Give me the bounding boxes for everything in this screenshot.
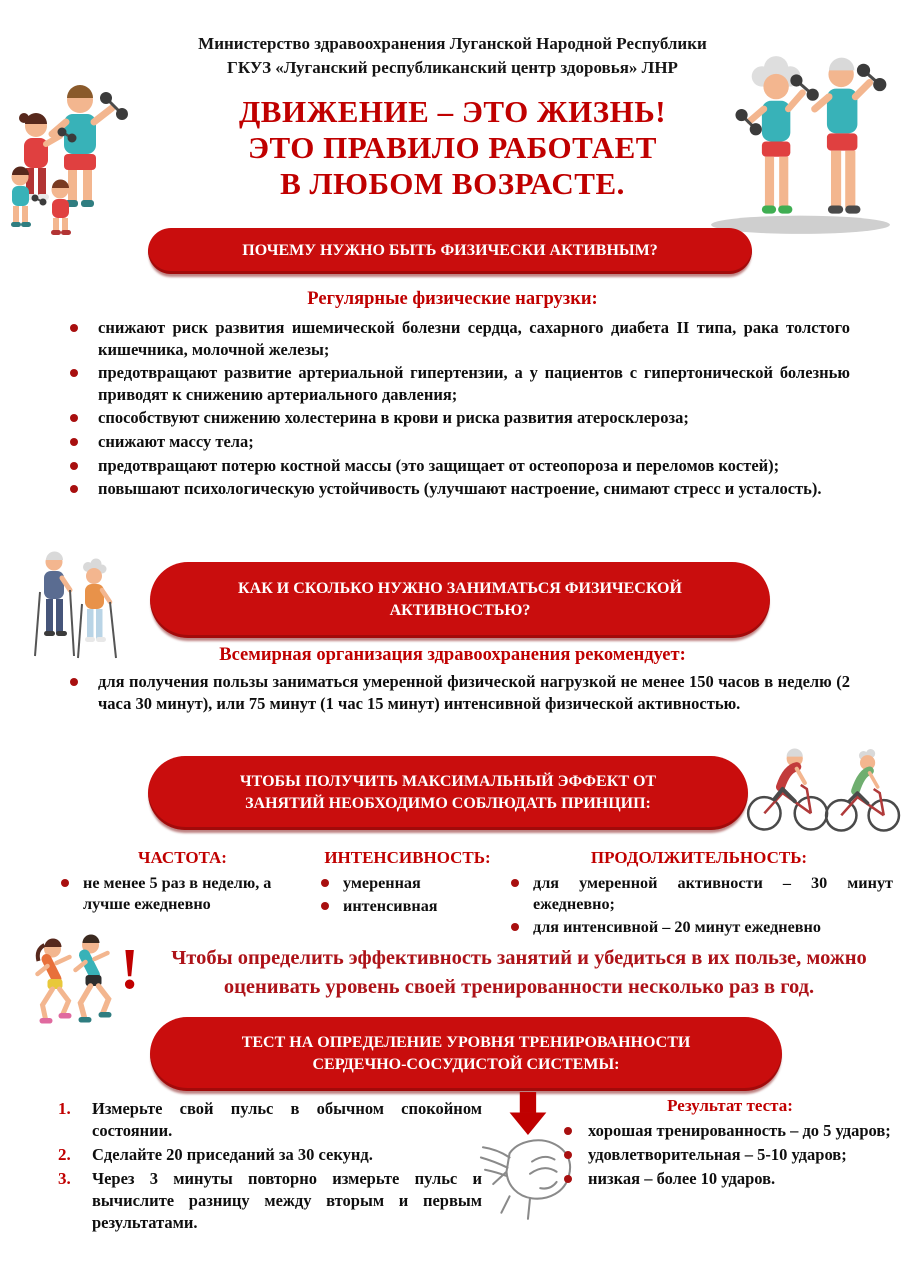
why-subtitle: Регулярные физические нагрузки: — [307, 289, 598, 309]
list-item — [558, 1144, 902, 1166]
note-text: Чтобы определить эффективность занятий и убедиться в их пользе, можно оценивать уровень своей тренированности несколько раз в год. — [171, 947, 867, 998]
list-item-text: снижают риск развития ишемической болезни сердца, сахарного диабета II типа, рака толстого кишечника, молочной железы; — [98, 318, 850, 359]
column-title: ЧАСТОТА: — [138, 848, 227, 867]
list-item-text: удовлетворительная – 5-10 ударов; — [588, 1145, 847, 1164]
title-line-1: ДВИЖЕНИЕ – ЭТО ЖИЗНЬ! — [238, 94, 667, 129]
step-number: 3. — [58, 1169, 71, 1188]
bullet-dot-icon — [70, 462, 78, 470]
list-item — [62, 431, 850, 453]
list-item-text: предотвращают развитие артериальной гипертензии, а у пациентов с гипертонической болезнью приводят к снижению артериального давления; — [98, 363, 850, 404]
list-item — [62, 455, 850, 477]
list-item — [505, 873, 893, 915]
bullet-dot-icon — [511, 879, 519, 887]
bullet-dot-icon — [564, 1127, 572, 1135]
step-text: Через 3 минуты повторно измерьте пульс и вычислите разницу между вторым и первым результатами. — [92, 1169, 482, 1232]
list-item — [558, 1120, 902, 1142]
list-item-text: низкая – более 10 ударов. — [588, 1169, 776, 1188]
bullet-dot-icon — [564, 1151, 572, 1159]
list-item — [315, 873, 500, 894]
bullet-dot-icon — [70, 678, 78, 686]
test-steps-list — [58, 1098, 482, 1236]
exclamation-mark: ! — [120, 936, 140, 1001]
bullet-dot-icon — [564, 1175, 572, 1183]
list-item — [62, 671, 850, 714]
list-item — [558, 1168, 902, 1190]
red-arrow-down-icon — [510, 1092, 547, 1135]
ministry-header-line: Министерство здравоохранения Луганской Народной Республики — [198, 34, 707, 53]
list-item — [505, 917, 893, 938]
list-item — [62, 317, 850, 360]
test-step — [58, 1098, 482, 1142]
banner-why-be-active: ПОЧЕМУ НУЖНО БЫТЬ ФИЗИЧЕСКИ АКТИВНЫМ? — [148, 228, 752, 274]
bullet-dot-icon — [511, 923, 519, 931]
step-number: 2. — [58, 1145, 71, 1164]
list-item — [55, 873, 310, 915]
bullet-dot-icon — [70, 438, 78, 446]
bullet-dot-icon — [61, 879, 69, 887]
banner-fitness-test: ТЕСТ НА ОПРЕДЕЛЕНИЕ УРОВНЯ ТРЕНИРОВАННОСТИ СЕРДЕЧНО-СОСУДИСТОЙ СИСТЕМЫ: — [150, 1017, 782, 1091]
couple-running-illustration — [16, 933, 122, 1036]
who-bullet-list — [62, 671, 850, 716]
list-item-text: предотвращают потерю костной массы (это защищает от остеопороза и переломов костей); — [98, 455, 780, 475]
bullet-dot-icon — [321, 879, 329, 887]
bullet-dot-icon — [70, 414, 78, 422]
list-item-text: интенсивная — [343, 897, 438, 915]
list-item — [315, 896, 500, 917]
why-bullet-list — [62, 317, 850, 502]
senior-couple-dumbbells-illustration — [698, 50, 903, 238]
column-title: ИНТЕНСИВНОСТЬ: — [324, 848, 491, 867]
principle-column-frequency — [55, 848, 310, 917]
list-item — [62, 478, 850, 500]
principle-column-duration — [505, 848, 893, 940]
family-exercising-illustration — [2, 74, 192, 239]
column-title: ПРОДОЛЖИТЕЛЬНОСТЬ: — [590, 848, 808, 867]
list-item-text: повышают психологическую устойчивость (улучшают настроение, снимают стресс и усталость). — [98, 479, 822, 499]
banner-max-effect-principle: ЧТОБЫ ПОЛУЧИТЬ МАКСИМАЛЬНЫЙ ЭФФЕКТ ОТ ЗАНЯТИЙ НЕОБХОДИМО СОБЛЮДАТЬ ПРИНЦИП: — [148, 756, 748, 830]
results-title: Результат теста: — [667, 1096, 793, 1115]
title-line-3: В ЛЮБОМ ВОЗРАСТЕ. — [280, 166, 625, 201]
bullet-dot-icon — [70, 369, 78, 377]
list-item-text: для умеренной активности – 30 минут ежедневно; — [533, 874, 893, 913]
list-item-text: не менее 5 раз в неделю, а лучше ежедневно — [83, 874, 272, 913]
list-item — [62, 407, 850, 429]
list-item-text: для интенсивной – 20 минут ежедневно — [533, 918, 821, 936]
seniors-cycling-illustration — [736, 740, 903, 837]
test-step — [58, 1144, 482, 1166]
who-subtitle: Всемирная организация здравоохранения рекомендует: — [219, 645, 686, 665]
organization-header-line: ГКУЗ «Луганский республиканский центр здоровья» ЛНР — [227, 58, 678, 77]
list-item-text: снижают массу тела; — [98, 431, 254, 451]
list-item-text: хорошая тренированность – до 5 ударов; — [588, 1121, 891, 1140]
bullet-dot-icon — [70, 485, 78, 493]
test-results-block — [558, 1096, 902, 1192]
title-line-2: ЭТО ПРАВИЛО РАБОТАЕТ — [247, 130, 657, 165]
list-item-text: умеренная — [343, 874, 421, 892]
step-text: Измерьте свой пульс в обычном спокойном состоянии. — [92, 1099, 482, 1140]
principle-column-intensity — [315, 848, 500, 919]
list-item-text: для получения пользы заниматься умеренной физической нагрузкой не менее 150 часов в неделю (2 часа 30 минут), или 75 минут (1 час 15 минут) интенсивной физической активностью. — [98, 672, 850, 713]
step-number: 1. — [58, 1099, 71, 1118]
test-step — [58, 1168, 482, 1234]
step-text: Сделайте 20 приседаний за 30 секунд. — [92, 1145, 373, 1164]
banner-how-much-activity: КАК И СКОЛЬКО НУЖНО ЗАНИМАТЬСЯ ФИЗИЧЕСКОЙ АКТИВНОСТЬЮ? — [150, 562, 770, 638]
list-item — [62, 362, 850, 405]
bullet-dot-icon — [70, 324, 78, 332]
list-item-text: способствуют снижению холестерина в крови и риска развития атеросклероза; — [98, 408, 689, 428]
bullet-dot-icon — [321, 902, 329, 910]
